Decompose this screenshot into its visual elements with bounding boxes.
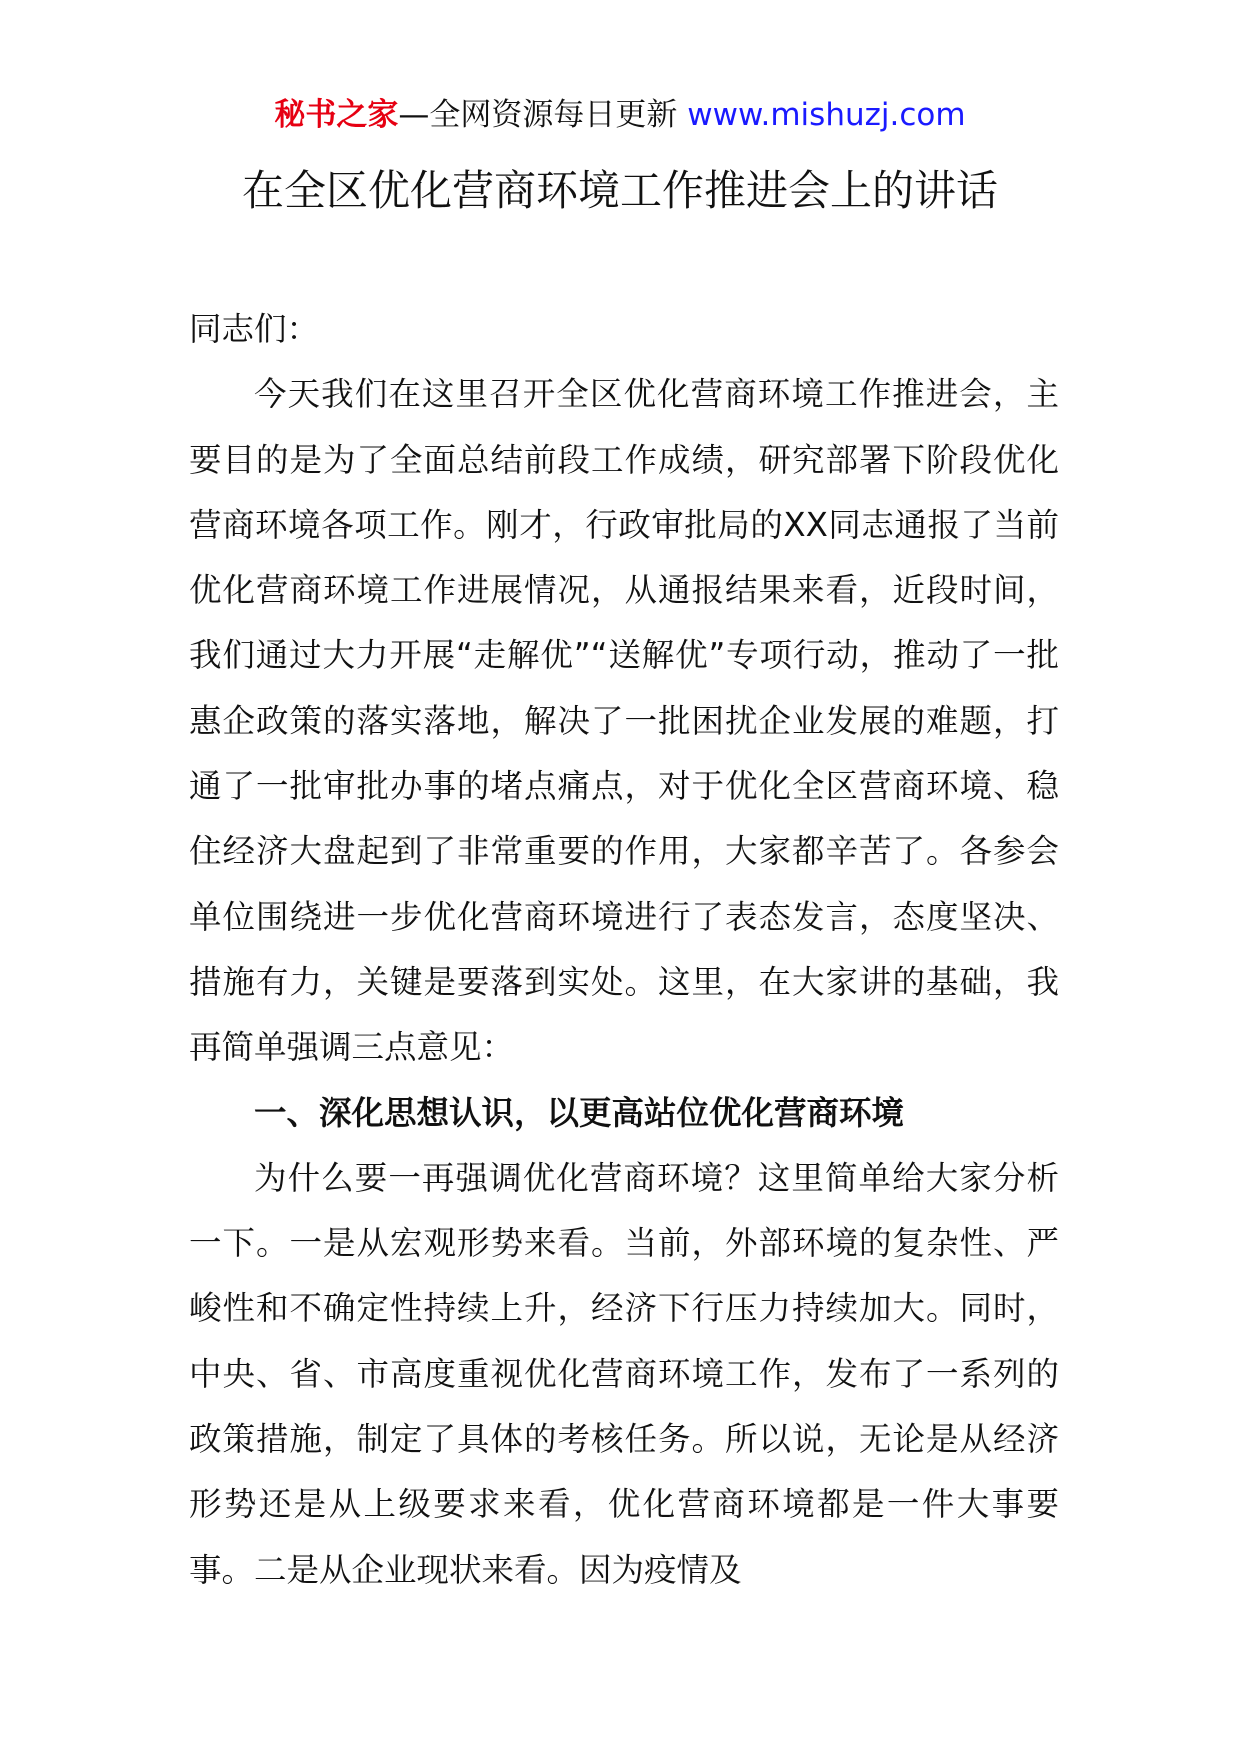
site-header [0,92,1240,138]
section-heading: 一、深化思想认识，以更高站位优化营商环境 [254,1093,905,1132]
salutation: 同志们： [189,310,320,348]
brand-name: 秘书之家 [274,97,399,133]
site-slogan: —全网资源每日更新 [398,97,688,133]
intro-paragraph: 今天我们在这里召开全区优化营商环境工作推进会，主要目的是为了全面总结前段工作成绩，研究部署下阶段优化营商环境各项工作。刚才，行政审批局的XX同志通报了当前优化营商环境工作进展情况，从通报结果来看，近段时间，我们通过大力开展“走解优”“送解优”专项行动，推动了一批惠企政策的落实落地，解决了一批困扰企业发展的难题，打通了一批审批办事的堵点痛点，对于优化全区营商环境、稳住经济大盘起到了非常重要的作用，大家都辛苦了。各参会单位围绕进一步优化营商环境进行了表态发言，态度坚决、措施有力，关键是要落到实处。这里，在大家讲的基础，我再简单强调三点意见： [189,375,1059,1067]
section-paragraph: 为什么要一再强调优化营商环境？这里简单给大家分析一下。一是从宏观形势来看。当前，外部环境的复杂性、严峻性和不确定性持续上升，经济下行压力持续加大。同时，中央、省、市高度重视优化营商环境工作，发布了一系列的政策措施，制定了具体的考核任务。所以说，无论是从经济形势还是从上级要求来看，优化营商环境都是一件大事要事。二是从企业现状来看。因为疫情及 [189,1158,1059,1589]
document-body [189,297,1059,1603]
document-title: 在全区优化营商环境工作推进会上的讲话 [241,166,998,215]
site-url-link[interactable]: www.mishuzj.com [687,97,966,133]
